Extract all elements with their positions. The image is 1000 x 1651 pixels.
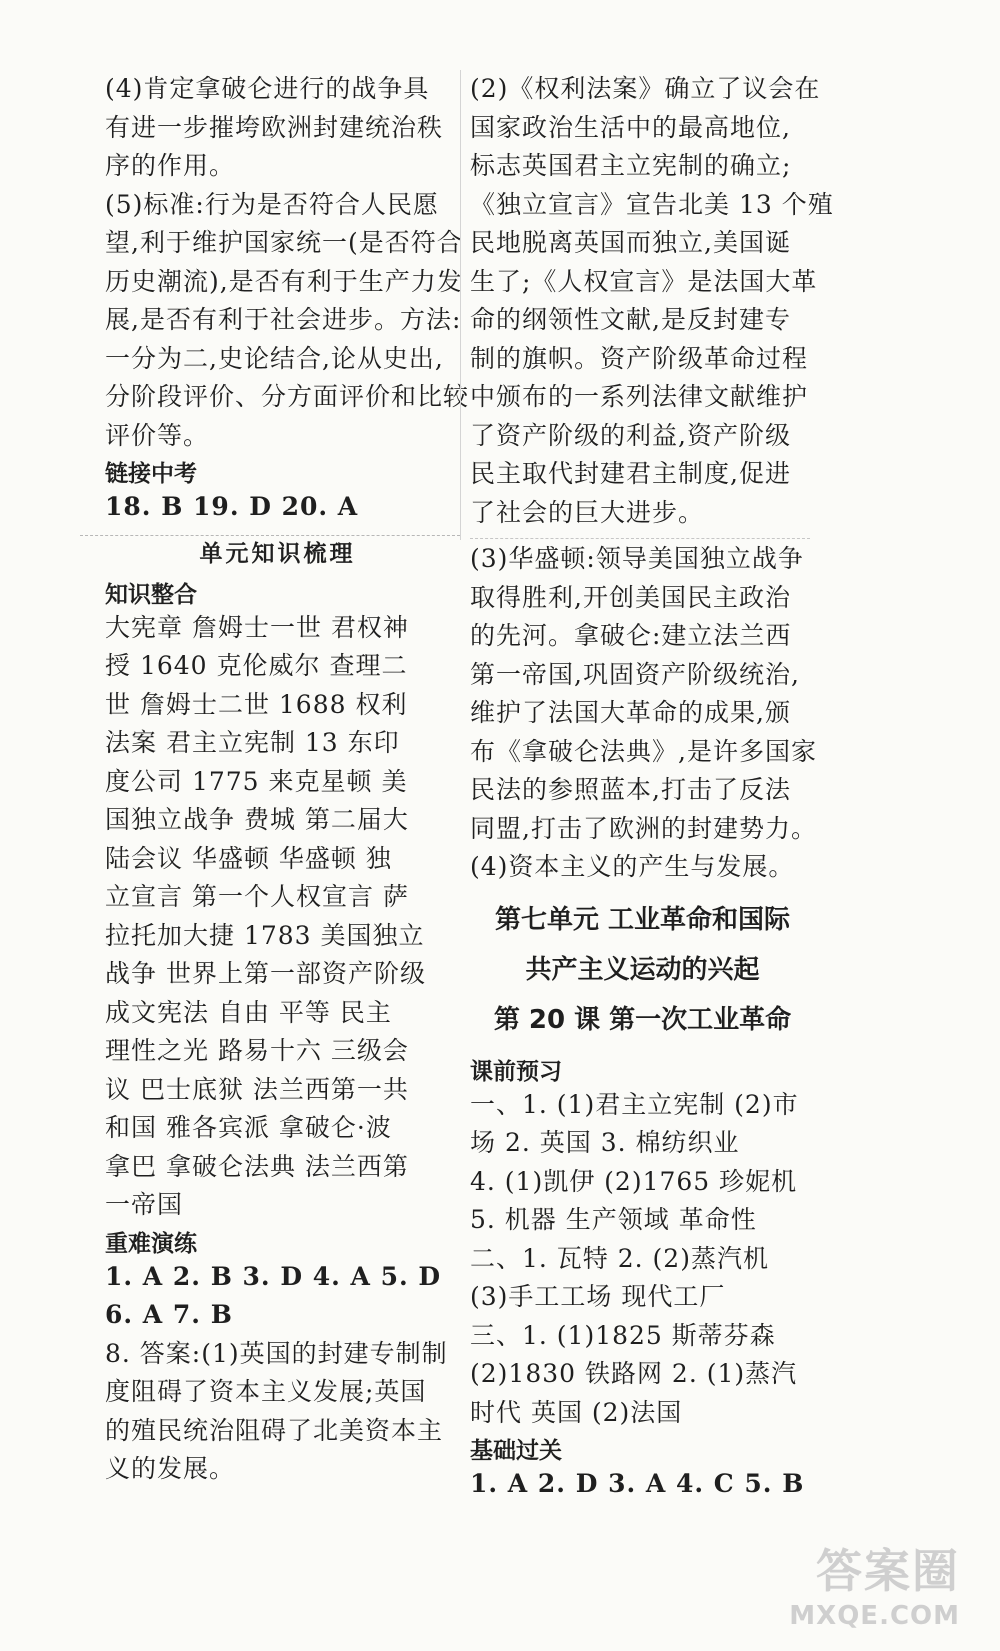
section-separator xyxy=(80,535,460,536)
right-line: 基础过关 xyxy=(470,1438,562,1464)
right-line: 时代 英国 (2)法国 xyxy=(470,1397,683,1427)
left-line: 世 詹姆士二世 1688 权利 xyxy=(105,689,408,719)
left-line: 陆会议 华盛顿 华盛顿 独 xyxy=(105,843,392,873)
right-line: 民主取代封建君主制度,促进 xyxy=(470,459,791,488)
left-line: (4)肯定拿破仑进行的战争具 xyxy=(105,74,430,103)
left-line: 望,利于维护国家统一(是否符合 xyxy=(105,228,463,257)
right-line: 第 20 课 第一次工业革命 xyxy=(493,1004,792,1035)
right-line: (2)《权利法案》确立了议会在 xyxy=(470,74,821,103)
right-line: 二、1. 瓦特 2. (2)蒸汽机 xyxy=(470,1243,769,1273)
left-line: 6. A 7. B xyxy=(105,1300,233,1329)
left-line: 知识整合 xyxy=(105,581,197,608)
right-line: 同盟,打击了欧洲的封建势力。 xyxy=(470,813,817,843)
right-line: 维护了法国大革命的成果,颁 xyxy=(470,698,791,727)
right-line: 命的纲领性文献,是反封建专 xyxy=(470,305,791,334)
right-line: 制的旗帜。资产阶级革命过程 xyxy=(470,343,809,373)
right-column xyxy=(470,70,834,1504)
watermark-logo: 答案圈 xyxy=(816,1544,960,1598)
right-line: 共产主义运动的兴起 xyxy=(525,954,760,985)
right-line: 中颁布的一系列法律文献维护 xyxy=(470,382,809,411)
left-line: (5)标准:行为是否符合人民愿 xyxy=(105,189,439,219)
left-line: 理性之光 路易十六 三级会 xyxy=(105,1036,409,1065)
right-line: 民法的参照蓝本,打击了反法 xyxy=(470,775,791,804)
right-line: (4)资本主义的产生与发展。 xyxy=(470,852,795,881)
right-line: 课前预习 xyxy=(470,1058,562,1085)
right-line: 了社会的巨大进步。 xyxy=(470,497,705,527)
left-line: 度阻碍了资本主义发展;英国 xyxy=(105,1377,427,1406)
left-line: 展,是否有利于社会进步。方法: xyxy=(105,305,462,334)
left-line: 度公司 1775 来克星顿 美 xyxy=(105,766,408,796)
right-line: 1. A 2. D 3. A 4. C 5. B xyxy=(470,1469,805,1498)
left-line: 拉托加大捷 1783 美国独立 xyxy=(105,920,425,950)
right-line: 民地脱离英国而独立,美国诞 xyxy=(470,228,791,257)
right-line: 的先河。拿破仑:建立法兰西 xyxy=(470,621,792,650)
left-line: 的殖民统治阻碍了北美资本主 xyxy=(105,1415,444,1445)
left-line: 8. 答案:(1)英国的封建专制制 xyxy=(105,1338,448,1368)
right-line: (3)手工工场 现代工厂 xyxy=(470,1282,726,1311)
right-line: 第一帝国,巩固资产阶级统治, xyxy=(470,659,800,689)
right-line: 布《拿破仑法典》,是许多国家 xyxy=(470,736,817,766)
left-line: 和国 雅各宾派 拿破仑·波 xyxy=(105,1113,392,1142)
left-line: 义的发展。 xyxy=(105,1454,236,1483)
left-line: 授 1640 克伦威尔 查理二 xyxy=(105,651,408,680)
left-line: 国独立战争 费城 第二届大 xyxy=(105,805,409,834)
left-line: 立宣言 第一个人权宣言 萨 xyxy=(105,882,409,911)
right-line: 5. 机器 生产领域 革命性 xyxy=(470,1205,757,1234)
left-line: 单元知识梳理 xyxy=(199,540,356,567)
right-line: 一、1. (1)君主立宪制 (2)市 xyxy=(470,1089,799,1119)
watermark-url: MXQE.COM xyxy=(789,1601,960,1631)
right-line: 国家政治生活中的最高地位, xyxy=(470,112,791,142)
left-line: 法案 君主立宪制 13 东印 xyxy=(105,728,400,757)
left-line: 1. A 2. B 3. D 4. A 5. D xyxy=(105,1261,442,1291)
left-line: 成文宪法 自由 平等 民主 xyxy=(105,997,392,1027)
right-line: (3)华盛顿:领导美国独立战争 xyxy=(470,544,804,573)
right-line: 场 2. 英国 3. 棉纺织业 xyxy=(470,1128,740,1157)
right-line: (2)1830 铁路网 2. (1)蒸汽 xyxy=(470,1359,798,1388)
left-line: 议 巴士底狱 法兰西第一共 xyxy=(105,1074,409,1104)
watermark xyxy=(775,1535,960,1631)
left-line: 拿巴 拿破仑法典 法兰西第 xyxy=(105,1151,409,1181)
right-line: 标志英国君主立宪制的确立; xyxy=(470,151,792,180)
left-line: 大宪章 詹姆士一世 君权神 xyxy=(105,612,409,642)
left-line: 重难演练 xyxy=(105,1230,197,1257)
left-line: 战争 世界上第一部资产阶级 xyxy=(105,959,426,988)
left-line: 一帝国 xyxy=(105,1190,184,1219)
left-line: 一分为二,史论结合,论从史出, xyxy=(105,343,444,373)
right-line: 生了;《人权宣言》是法国大革 xyxy=(470,266,818,296)
right-line: 4. (1)凯伊 (2)1765 珍妮机 xyxy=(470,1166,798,1196)
right-line: 取得胜利,开创美国民主政治 xyxy=(470,582,791,612)
left-line: 序的作用。 xyxy=(105,151,236,180)
left-line: 链接中考 xyxy=(105,461,197,487)
column-divider xyxy=(460,70,461,540)
right-line: 了资产阶级的利益,资产阶级 xyxy=(470,420,791,450)
right-line: 第七单元 工业革命和国际 xyxy=(494,904,791,935)
left-line: 评价等。 xyxy=(105,420,210,450)
right-line: 《独立宣言》宣告北美 13 个殖 xyxy=(470,189,834,219)
left-line: 18. B 19. D 20. A xyxy=(105,492,359,521)
left-column xyxy=(105,70,470,1489)
left-line: 分阶段评价、分方面评价和比较 xyxy=(105,382,470,411)
left-line: 历史潮流),是否有利于生产力发 xyxy=(105,266,463,296)
right-line: 三、1. (1)1825 斯蒂芬森 xyxy=(470,1320,776,1350)
left-line: 有进一步摧垮欧洲封建统治秩 xyxy=(105,112,444,142)
